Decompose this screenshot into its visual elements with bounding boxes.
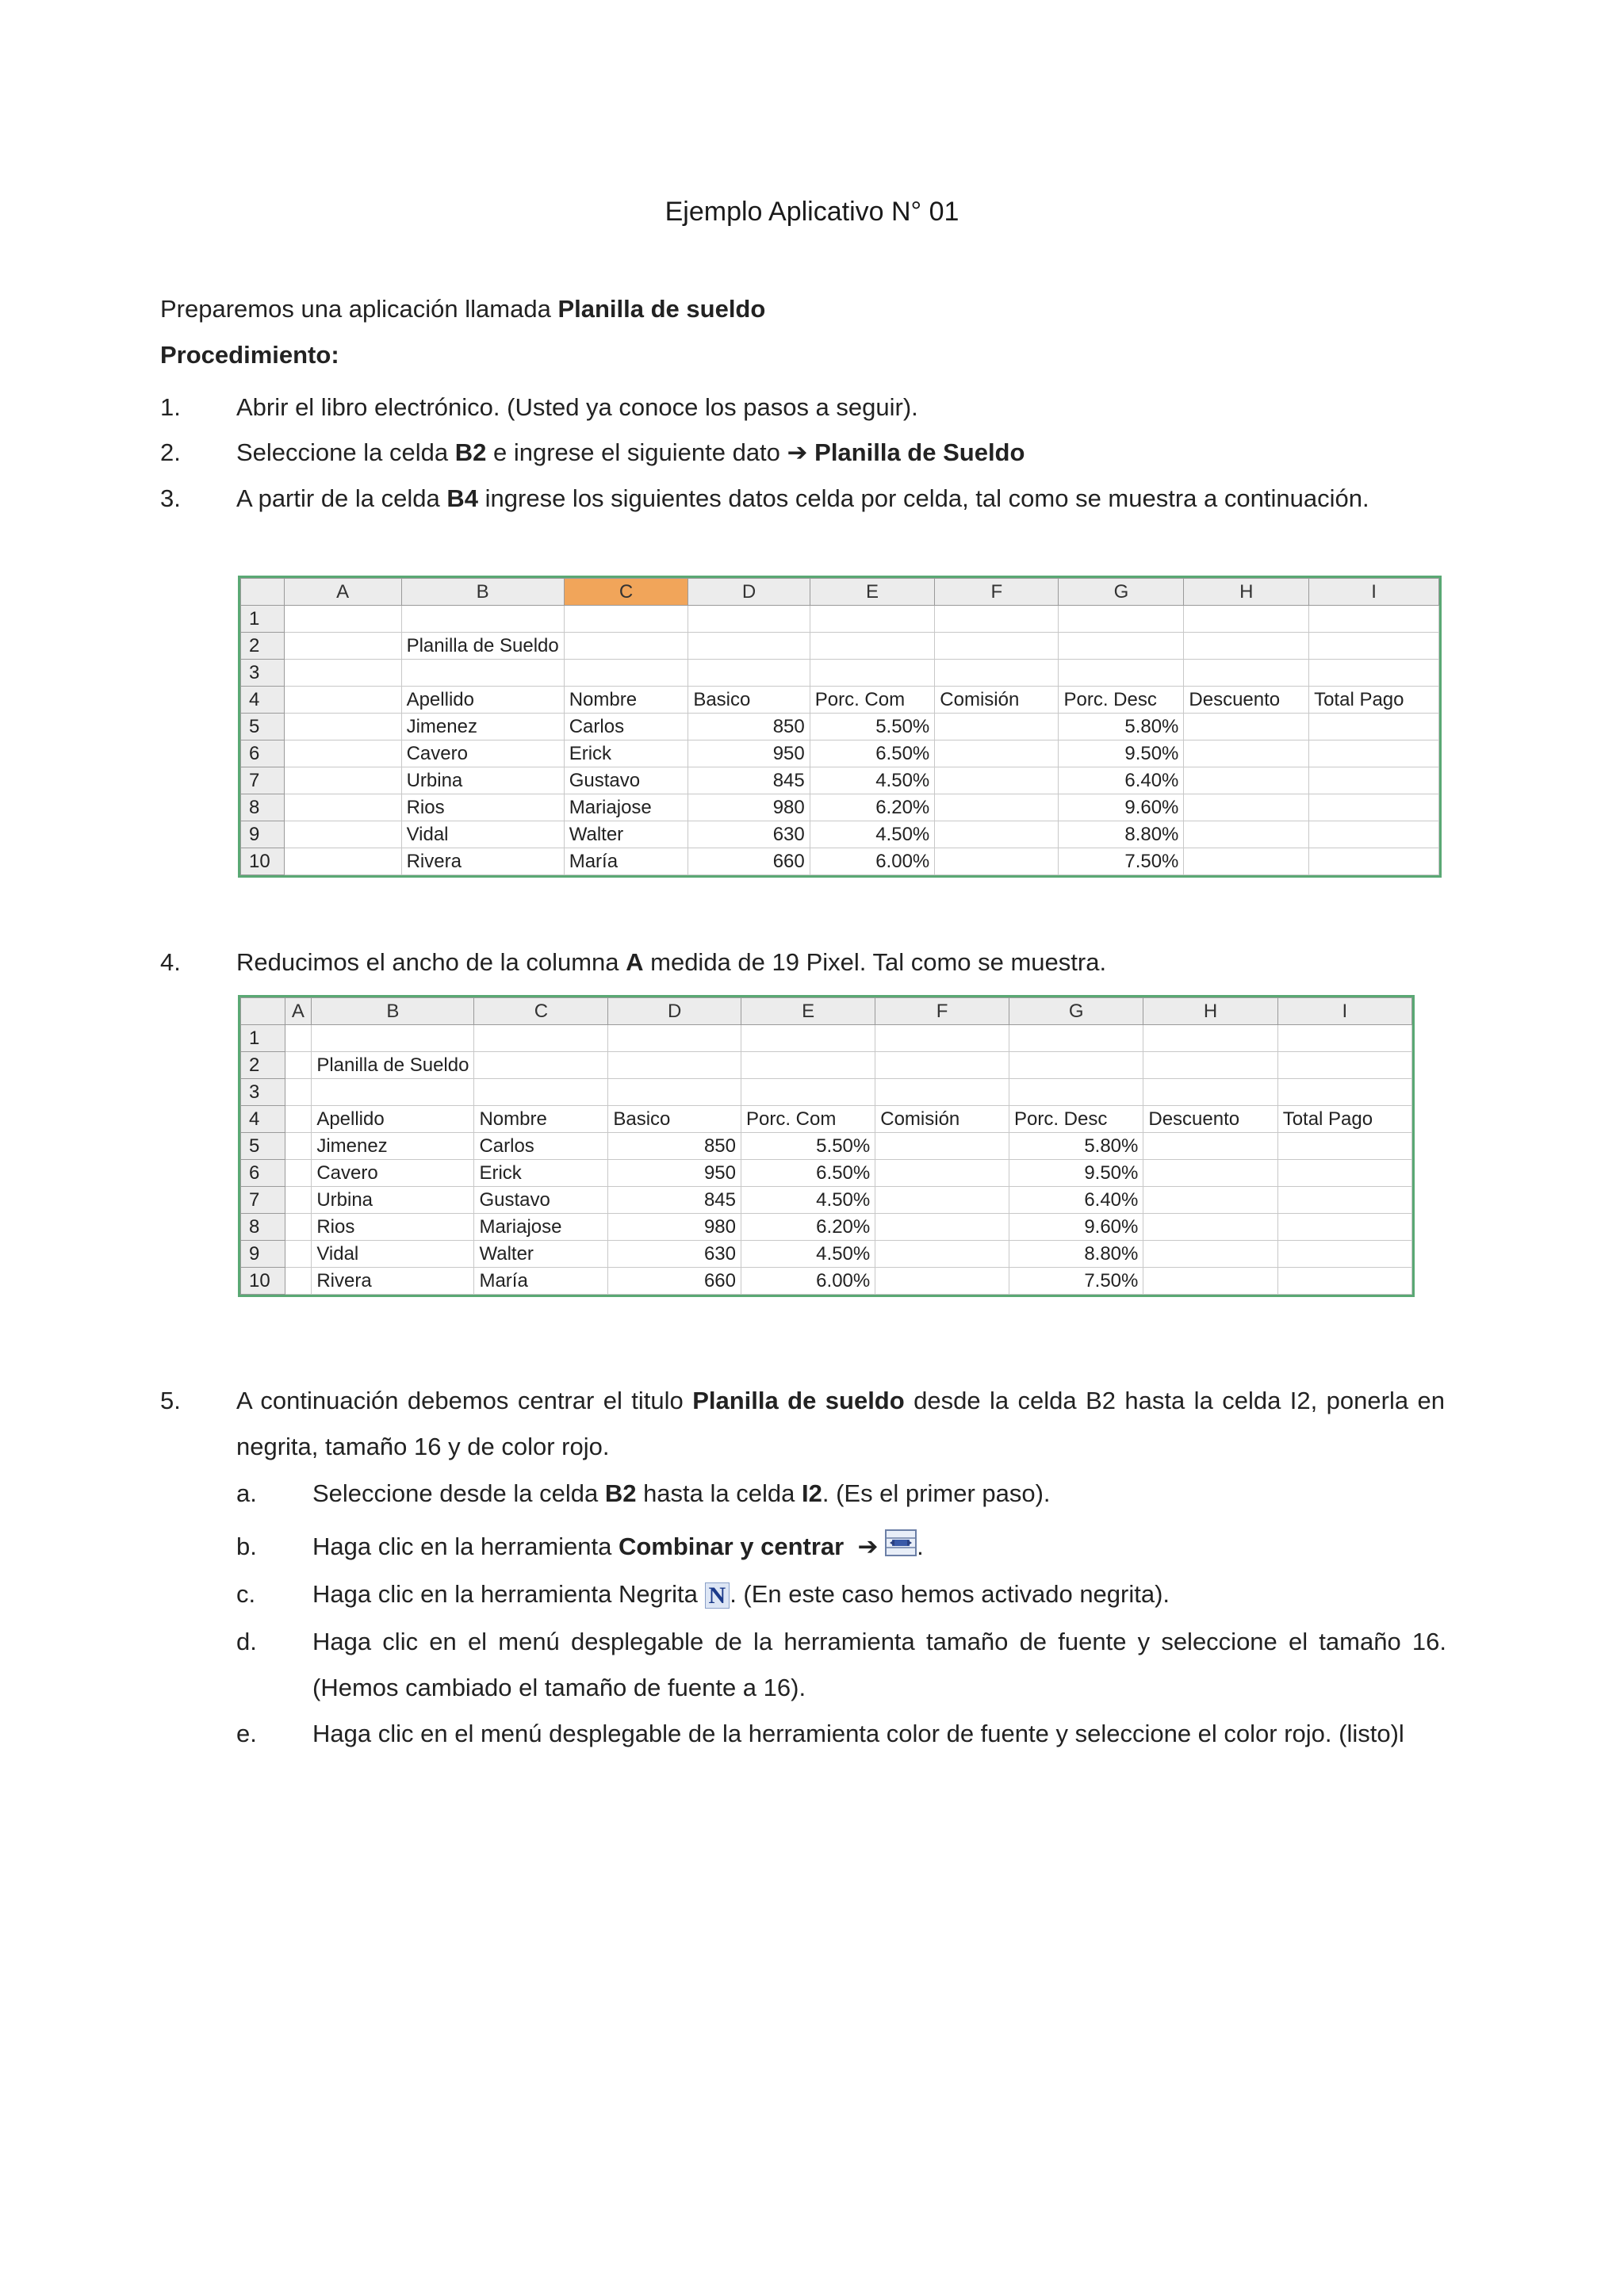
cell-h10[interactable] — [1184, 848, 1309, 875]
substep-e — [236, 1711, 1446, 1757]
cell-a2[interactable] — [284, 633, 401, 660]
table-row — [241, 1268, 1412, 1295]
cell-d3[interactable] — [688, 660, 810, 687]
cell-g5[interactable]: 5.80% — [1009, 1133, 1143, 1160]
cell-h6[interactable] — [1143, 1160, 1277, 1187]
table-row — [241, 1133, 1412, 1160]
spreadsheet-grid — [240, 578, 1439, 875]
cell-g6[interactable]: 9.50% — [1059, 740, 1184, 767]
table-row — [241, 1025, 1412, 1052]
cell-b10[interactable]: Rivera — [401, 848, 564, 875]
substep-letter: e. — [236, 1720, 257, 1747]
substep-c — [236, 1571, 1446, 1617]
cell-b9[interactable]: Vidal — [401, 821, 564, 848]
table-row — [241, 1187, 1412, 1214]
cell-c9[interactable]: Walter — [474, 1241, 608, 1268]
cell-c5[interactable]: Carlos — [564, 714, 688, 740]
select-all-corner[interactable] — [241, 579, 285, 606]
step-1 — [160, 385, 1445, 430]
cell-i5[interactable] — [1309, 714, 1439, 740]
cell-e4[interactable]: Porc. Com — [810, 687, 935, 714]
cell-c9[interactable]: Walter — [564, 821, 688, 848]
cell-h5[interactable] — [1184, 714, 1309, 740]
step-text: Seleccione la celda B2 e ingrese el siguiente dato ➔ Planilla de Sueldo — [236, 438, 1025, 466]
cell-d9[interactable]: 630 — [688, 821, 810, 848]
cell-g10[interactable]: 7.50% — [1059, 848, 1184, 875]
row-header[interactable]: 5 — [241, 714, 285, 740]
cell-f9[interactable] — [875, 1241, 1009, 1268]
cell-g1[interactable] — [1009, 1025, 1143, 1052]
cell-d4[interactable]: Basico — [608, 1106, 741, 1133]
cell-c7[interactable]: Gustavo — [474, 1187, 608, 1214]
cell-g6[interactable]: 9.50% — [1009, 1160, 1143, 1187]
spreadsheet-2 — [238, 995, 1415, 1297]
cell-d7[interactable]: 845 — [688, 767, 810, 794]
cell-c4[interactable]: Nombre — [474, 1106, 608, 1133]
cell-e8[interactable]: 6.20% — [741, 1214, 875, 1241]
cell-f2[interactable] — [875, 1052, 1009, 1079]
substep-text: Haga clic en la herramienta Negrita N . (En este caso hemos activado negrita). — [312, 1580, 1170, 1609]
cell-f9[interactable] — [935, 821, 1059, 848]
table-row — [241, 633, 1439, 660]
procedure-heading: Procedimiento: — [160, 341, 339, 369]
cell-a1[interactable] — [284, 606, 401, 633]
step-number: 5. — [160, 1387, 181, 1414]
cell-d10[interactable]: 660 — [608, 1268, 741, 1295]
cell-i8[interactable] — [1277, 1214, 1411, 1241]
step-number: 3. — [160, 484, 181, 512]
table-row — [241, 848, 1439, 875]
row-header[interactable]: 10 — [241, 848, 285, 875]
cell-i10[interactable] — [1277, 1268, 1411, 1295]
column-header-f[interactable]: F — [935, 579, 1059, 606]
cell-b2[interactable]: Planilla de Sueldo — [312, 1052, 474, 1079]
row-header[interactable]: 2 — [241, 1052, 285, 1079]
cell-f7[interactable] — [935, 767, 1059, 794]
column-header-b[interactable]: B — [401, 579, 564, 606]
cell-g7[interactable]: 6.40% — [1059, 767, 1184, 794]
column-header-d[interactable]: D — [608, 998, 741, 1025]
cell-a5[interactable] — [285, 1133, 312, 1160]
table-row — [241, 1241, 1412, 1268]
cell-i3[interactable] — [1277, 1079, 1411, 1106]
cell-d3[interactable] — [608, 1079, 741, 1106]
cell-i6[interactable] — [1277, 1160, 1411, 1187]
column-header-i[interactable]: I — [1309, 579, 1439, 606]
cell-d5[interactable]: 850 — [688, 714, 810, 740]
merge-center-icon — [885, 1525, 917, 1571]
cell-a10[interactable] — [284, 848, 401, 875]
cell-c10[interactable]: María — [564, 848, 688, 875]
cell-d7[interactable]: 845 — [608, 1187, 741, 1214]
spreadsheet-grid — [240, 997, 1412, 1295]
table-row — [241, 740, 1439, 767]
select-all-corner[interactable] — [241, 998, 285, 1025]
cell-c6[interactable]: Erick — [474, 1160, 608, 1187]
cell-b8[interactable]: Rios — [312, 1214, 474, 1241]
cell-b3[interactable] — [401, 660, 564, 687]
cell-h6[interactable] — [1184, 740, 1309, 767]
cell-f3[interactable] — [875, 1079, 1009, 1106]
cell-e1[interactable] — [741, 1025, 875, 1052]
step-text: Abrir el libro electrónico. (Usted ya conoce los pasos a seguir). — [236, 393, 918, 421]
cell-d5[interactable]: 850 — [608, 1133, 741, 1160]
column-header-c[interactable]: C — [564, 579, 688, 606]
cell-d6[interactable]: 950 — [688, 740, 810, 767]
row-header[interactable]: 10 — [241, 1268, 285, 1295]
cell-a3[interactable] — [284, 660, 401, 687]
cell-g8[interactable]: 9.60% — [1059, 794, 1184, 821]
cell-f8[interactable] — [935, 794, 1059, 821]
row-header[interactable]: 8 — [241, 1214, 285, 1241]
cell-d2[interactable] — [608, 1052, 741, 1079]
column-header-a[interactable]: A — [285, 998, 312, 1025]
substep-text: Seleccione desde la celda B2 hasta la celda I2. (Es el primer paso). — [312, 1479, 1051, 1507]
cell-i9[interactable] — [1309, 821, 1439, 848]
table-row — [241, 1079, 1412, 1106]
cell-h2[interactable] — [1143, 1052, 1277, 1079]
cell-b3[interactable] — [312, 1079, 474, 1106]
cell-d1[interactable] — [608, 1025, 741, 1052]
cell-g2[interactable] — [1009, 1052, 1143, 1079]
cell-c6[interactable]: Erick — [564, 740, 688, 767]
cell-a4[interactable] — [285, 1106, 312, 1133]
cell-f1[interactable] — [875, 1025, 1009, 1052]
intro-bold: Planilla de sueldo — [557, 295, 766, 323]
cell-b7[interactable]: Urbina — [312, 1187, 474, 1214]
cell-f7[interactable] — [875, 1187, 1009, 1214]
arrow-right-icon: ➔ — [787, 438, 808, 466]
step-number: 1. — [160, 393, 181, 421]
row-header[interactable]: 1 — [241, 606, 285, 633]
cell-h8[interactable] — [1143, 1214, 1277, 1241]
cell-e5[interactable]: 5.50% — [810, 714, 935, 740]
cell-b4[interactable]: Apellido — [401, 687, 564, 714]
cell-i3[interactable] — [1309, 660, 1439, 687]
cell-b6[interactable]: Cavero — [401, 740, 564, 767]
spreadsheet-1 — [238, 576, 1442, 878]
cell-i1[interactable] — [1277, 1025, 1411, 1052]
column-header-g[interactable]: G — [1059, 579, 1184, 606]
cell-i4[interactable]: Total Pago — [1277, 1106, 1411, 1133]
cell-e7[interactable]: 4.50% — [810, 767, 935, 794]
cell-g3[interactable] — [1059, 660, 1184, 687]
cell-i2[interactable] — [1277, 1052, 1411, 1079]
cell-e8[interactable]: 6.20% — [810, 794, 935, 821]
row-header[interactable]: 5 — [241, 1133, 285, 1160]
substep-letter: d. — [236, 1628, 257, 1655]
row-header[interactable]: 7 — [241, 767, 285, 794]
cell-i10[interactable] — [1309, 848, 1439, 875]
cell-d1[interactable] — [688, 606, 810, 633]
cell-c2[interactable] — [474, 1052, 608, 1079]
table-row — [241, 606, 1439, 633]
cell-c1[interactable] — [474, 1025, 608, 1052]
table-row — [241, 714, 1439, 740]
cell-i6[interactable] — [1309, 740, 1439, 767]
cell-f6[interactable] — [875, 1160, 1009, 1187]
row-header[interactable]: 6 — [241, 1160, 285, 1187]
cell-d2[interactable] — [688, 633, 810, 660]
cell-g10[interactable]: 7.50% — [1009, 1268, 1143, 1295]
row-header[interactable]: 1 — [241, 1025, 285, 1052]
cell-f10[interactable] — [935, 848, 1059, 875]
cell-h3[interactable] — [1184, 660, 1309, 687]
cell-e4[interactable]: Porc. Com — [741, 1106, 875, 1133]
cell-g5[interactable]: 5.80% — [1059, 714, 1184, 740]
cell-a2[interactable] — [285, 1052, 312, 1079]
cell-i7[interactable] — [1309, 767, 1439, 794]
cell-f1[interactable] — [935, 606, 1059, 633]
table-row — [241, 1106, 1412, 1133]
cell-c2[interactable] — [564, 633, 688, 660]
column-header-g[interactable]: G — [1009, 998, 1143, 1025]
row-header[interactable]: 4 — [241, 1106, 285, 1133]
row-header[interactable]: 3 — [241, 1079, 285, 1106]
cell-h3[interactable] — [1143, 1079, 1277, 1106]
cell-c4[interactable]: Nombre — [564, 687, 688, 714]
cell-h10[interactable] — [1143, 1268, 1277, 1295]
cell-b1[interactable] — [401, 606, 564, 633]
column-header-a[interactable]: A — [284, 579, 401, 606]
cell-b6[interactable]: Cavero — [312, 1160, 474, 1187]
row-header[interactable]: 2 — [241, 633, 285, 660]
cell-g4[interactable]: Porc. Desc — [1059, 687, 1184, 714]
cell-g9[interactable]: 8.80% — [1009, 1241, 1143, 1268]
arrow-right-icon: ➔ — [857, 1533, 879, 1560]
cell-e2[interactable] — [741, 1052, 875, 1079]
substep-d — [236, 1619, 1446, 1711]
cell-c5[interactable]: Carlos — [474, 1133, 608, 1160]
cell-c8[interactable]: Mariajose — [564, 794, 688, 821]
cell-i9[interactable] — [1277, 1241, 1411, 1268]
column-header-f[interactable]: F — [875, 998, 1009, 1025]
cell-b4[interactable]: Apellido — [312, 1106, 474, 1133]
cell-d8[interactable]: 980 — [608, 1214, 741, 1241]
cell-e10[interactable]: 6.00% — [741, 1268, 875, 1295]
cell-e6[interactable]: 6.50% — [741, 1160, 875, 1187]
cell-e10[interactable]: 6.00% — [810, 848, 935, 875]
step-4 — [160, 939, 1445, 985]
cell-b1[interactable] — [312, 1025, 474, 1052]
cell-e9[interactable]: 4.50% — [741, 1241, 875, 1268]
intro-line — [160, 295, 765, 323]
cell-b8[interactable]: Rios — [401, 794, 564, 821]
substep-letter: c. — [236, 1580, 256, 1608]
cell-h4[interactable]: Descuento — [1184, 687, 1309, 714]
step-text: A continuación debemos centrar el titulo Planilla de sueldo desde la celda B2 hasta la celda I2, ponerla en negrita, tamaño 16 y de color rojo. — [236, 1387, 1445, 1460]
cell-c3[interactable] — [564, 660, 688, 687]
substep-letter: a. — [236, 1479, 257, 1507]
intro-text: Preparemos una aplicación llamada — [160, 295, 558, 323]
cell-a8[interactable] — [285, 1214, 312, 1241]
cell-f6[interactable] — [935, 740, 1059, 767]
cell-a10[interactable] — [285, 1268, 312, 1295]
substep-text: Haga clic en el menú desplegable de la herramienta color de fuente y seleccione el color rojo. (listo)l — [312, 1720, 1404, 1747]
cell-g7[interactable]: 6.40% — [1009, 1187, 1143, 1214]
cell-e3[interactable] — [810, 660, 935, 687]
column-header-h[interactable]: H — [1143, 998, 1277, 1025]
cell-b5[interactable]: Jimenez — [312, 1133, 474, 1160]
column-header-e[interactable]: E — [741, 998, 875, 1025]
cell-c1[interactable] — [564, 606, 688, 633]
document-title: Ejemplo Aplicativo N° 01 — [665, 197, 959, 227]
cell-f5[interactable] — [935, 714, 1059, 740]
cell-a8[interactable] — [284, 794, 401, 821]
cell-h1[interactable] — [1143, 1025, 1277, 1052]
step-text: A partir de la celda B4 ingrese los siguientes datos celda por celda, tal como se muestra a continuación. — [236, 484, 1369, 512]
cell-a3[interactable] — [285, 1079, 312, 1106]
cell-f4[interactable]: Comisión — [875, 1106, 1009, 1133]
cell-h8[interactable] — [1184, 794, 1309, 821]
cell-a4[interactable] — [284, 687, 401, 714]
table-row — [241, 1214, 1412, 1241]
cell-g9[interactable]: 8.80% — [1059, 821, 1184, 848]
row-header[interactable]: 8 — [241, 794, 285, 821]
cell-e9[interactable]: 4.50% — [810, 821, 935, 848]
cell-d4[interactable]: Basico — [688, 687, 810, 714]
cell-a1[interactable] — [285, 1025, 312, 1052]
substep-text: Haga clic en la herramienta Combinar y centrar ➔ . — [312, 1524, 1446, 1571]
cell-i5[interactable] — [1277, 1133, 1411, 1160]
cell-d9[interactable]: 630 — [608, 1241, 741, 1268]
column-header-b[interactable]: B — [312, 998, 474, 1025]
row-header[interactable]: 3 — [241, 660, 285, 687]
cell-g2[interactable] — [1059, 633, 1184, 660]
cell-i2[interactable] — [1309, 633, 1439, 660]
cell-i8[interactable] — [1309, 794, 1439, 821]
table-row — [241, 794, 1439, 821]
row-header[interactable]: 9 — [241, 1241, 285, 1268]
cell-h9[interactable] — [1143, 1241, 1277, 1268]
cell-f8[interactable] — [875, 1214, 1009, 1241]
cell-f2[interactable] — [935, 633, 1059, 660]
substep-letter: b. — [236, 1533, 257, 1560]
cell-d6[interactable]: 950 — [608, 1160, 741, 1187]
cell-g3[interactable] — [1009, 1079, 1143, 1106]
table-row — [241, 660, 1439, 687]
cell-e2[interactable] — [810, 633, 935, 660]
cell-c7[interactable]: Gustavo — [564, 767, 688, 794]
cell-i1[interactable] — [1309, 606, 1439, 633]
cell-i7[interactable] — [1277, 1187, 1411, 1214]
cell-a7[interactable] — [284, 767, 401, 794]
step-number: 4. — [160, 948, 181, 976]
table-row — [241, 1160, 1412, 1187]
cell-a6[interactable] — [284, 740, 401, 767]
row-header[interactable]: 4 — [241, 687, 285, 714]
cell-e5[interactable]: 5.50% — [741, 1133, 875, 1160]
cell-f10[interactable] — [875, 1268, 1009, 1295]
cell-d8[interactable]: 980 — [688, 794, 810, 821]
step-number: 2. — [160, 438, 181, 466]
cell-g1[interactable] — [1059, 606, 1184, 633]
substep-a — [236, 1471, 1446, 1517]
table-row — [241, 767, 1439, 794]
bold-n-icon: N — [705, 1582, 730, 1609]
cell-e1[interactable] — [810, 606, 935, 633]
cell-h1[interactable] — [1184, 606, 1309, 633]
cell-h7[interactable] — [1143, 1187, 1277, 1214]
cell-a9[interactable] — [284, 821, 401, 848]
step-text: Reducimos el ancho de la columna A medida de 19 Pixel. Tal como se muestra. — [236, 948, 1107, 976]
substep-b — [236, 1524, 1446, 1571]
column-header-d[interactable]: D — [688, 579, 810, 606]
cell-g4[interactable]: Porc. Desc — [1009, 1106, 1143, 1133]
cell-f4[interactable]: Comisión — [935, 687, 1059, 714]
cell-a9[interactable] — [285, 1241, 312, 1268]
column-header-i[interactable]: I — [1277, 998, 1411, 1025]
row-header[interactable]: 9 — [241, 821, 285, 848]
cell-g8[interactable]: 9.60% — [1009, 1214, 1143, 1241]
cell-a6[interactable] — [285, 1160, 312, 1187]
cell-f5[interactable] — [875, 1133, 1009, 1160]
cell-h5[interactable] — [1143, 1133, 1277, 1160]
column-header-e[interactable]: E — [810, 579, 935, 606]
row-header[interactable]: 7 — [241, 1187, 285, 1214]
cell-c3[interactable] — [474, 1079, 608, 1106]
row-header[interactable]: 6 — [241, 740, 285, 767]
table-row — [241, 821, 1439, 848]
step-2 — [160, 430, 1445, 476]
table-row — [241, 1052, 1412, 1079]
cell-h9[interactable] — [1184, 821, 1309, 848]
cell-f3[interactable] — [935, 660, 1059, 687]
cell-i4[interactable]: Total Pago — [1309, 687, 1439, 714]
cell-c10[interactable]: María — [474, 1268, 608, 1295]
cell-h2[interactable] — [1184, 633, 1309, 660]
column-header-c[interactable]: C — [474, 998, 608, 1025]
cell-c8[interactable]: Mariajose — [474, 1214, 608, 1241]
cell-e3[interactable] — [741, 1079, 875, 1106]
cell-b10[interactable]: Rivera — [312, 1268, 474, 1295]
cell-e6[interactable]: 6.50% — [810, 740, 935, 767]
cell-e7[interactable]: 4.50% — [741, 1187, 875, 1214]
cell-b2[interactable]: Planilla de Sueldo — [401, 633, 564, 660]
cell-a7[interactable] — [285, 1187, 312, 1214]
cell-d10[interactable]: 660 — [688, 848, 810, 875]
cell-b7[interactable]: Urbina — [401, 767, 564, 794]
cell-b9[interactable]: Vidal — [312, 1241, 474, 1268]
substep-text: Haga clic en el menú desplegable de la herramienta tamaño de fuente y seleccione el tamaño 16. (Hemos cambiado el tamaño de fuente a 16). — [312, 1628, 1446, 1701]
table-row — [241, 687, 1439, 714]
cell-h4[interactable]: Descuento — [1143, 1106, 1277, 1133]
cell-b5[interactable]: Jimenez — [401, 714, 564, 740]
cell-h7[interactable] — [1184, 767, 1309, 794]
step-5 — [160, 1378, 1445, 1470]
cell-a5[interactable] — [284, 714, 401, 740]
step-3 — [160, 476, 1445, 522]
column-header-h[interactable]: H — [1184, 579, 1309, 606]
